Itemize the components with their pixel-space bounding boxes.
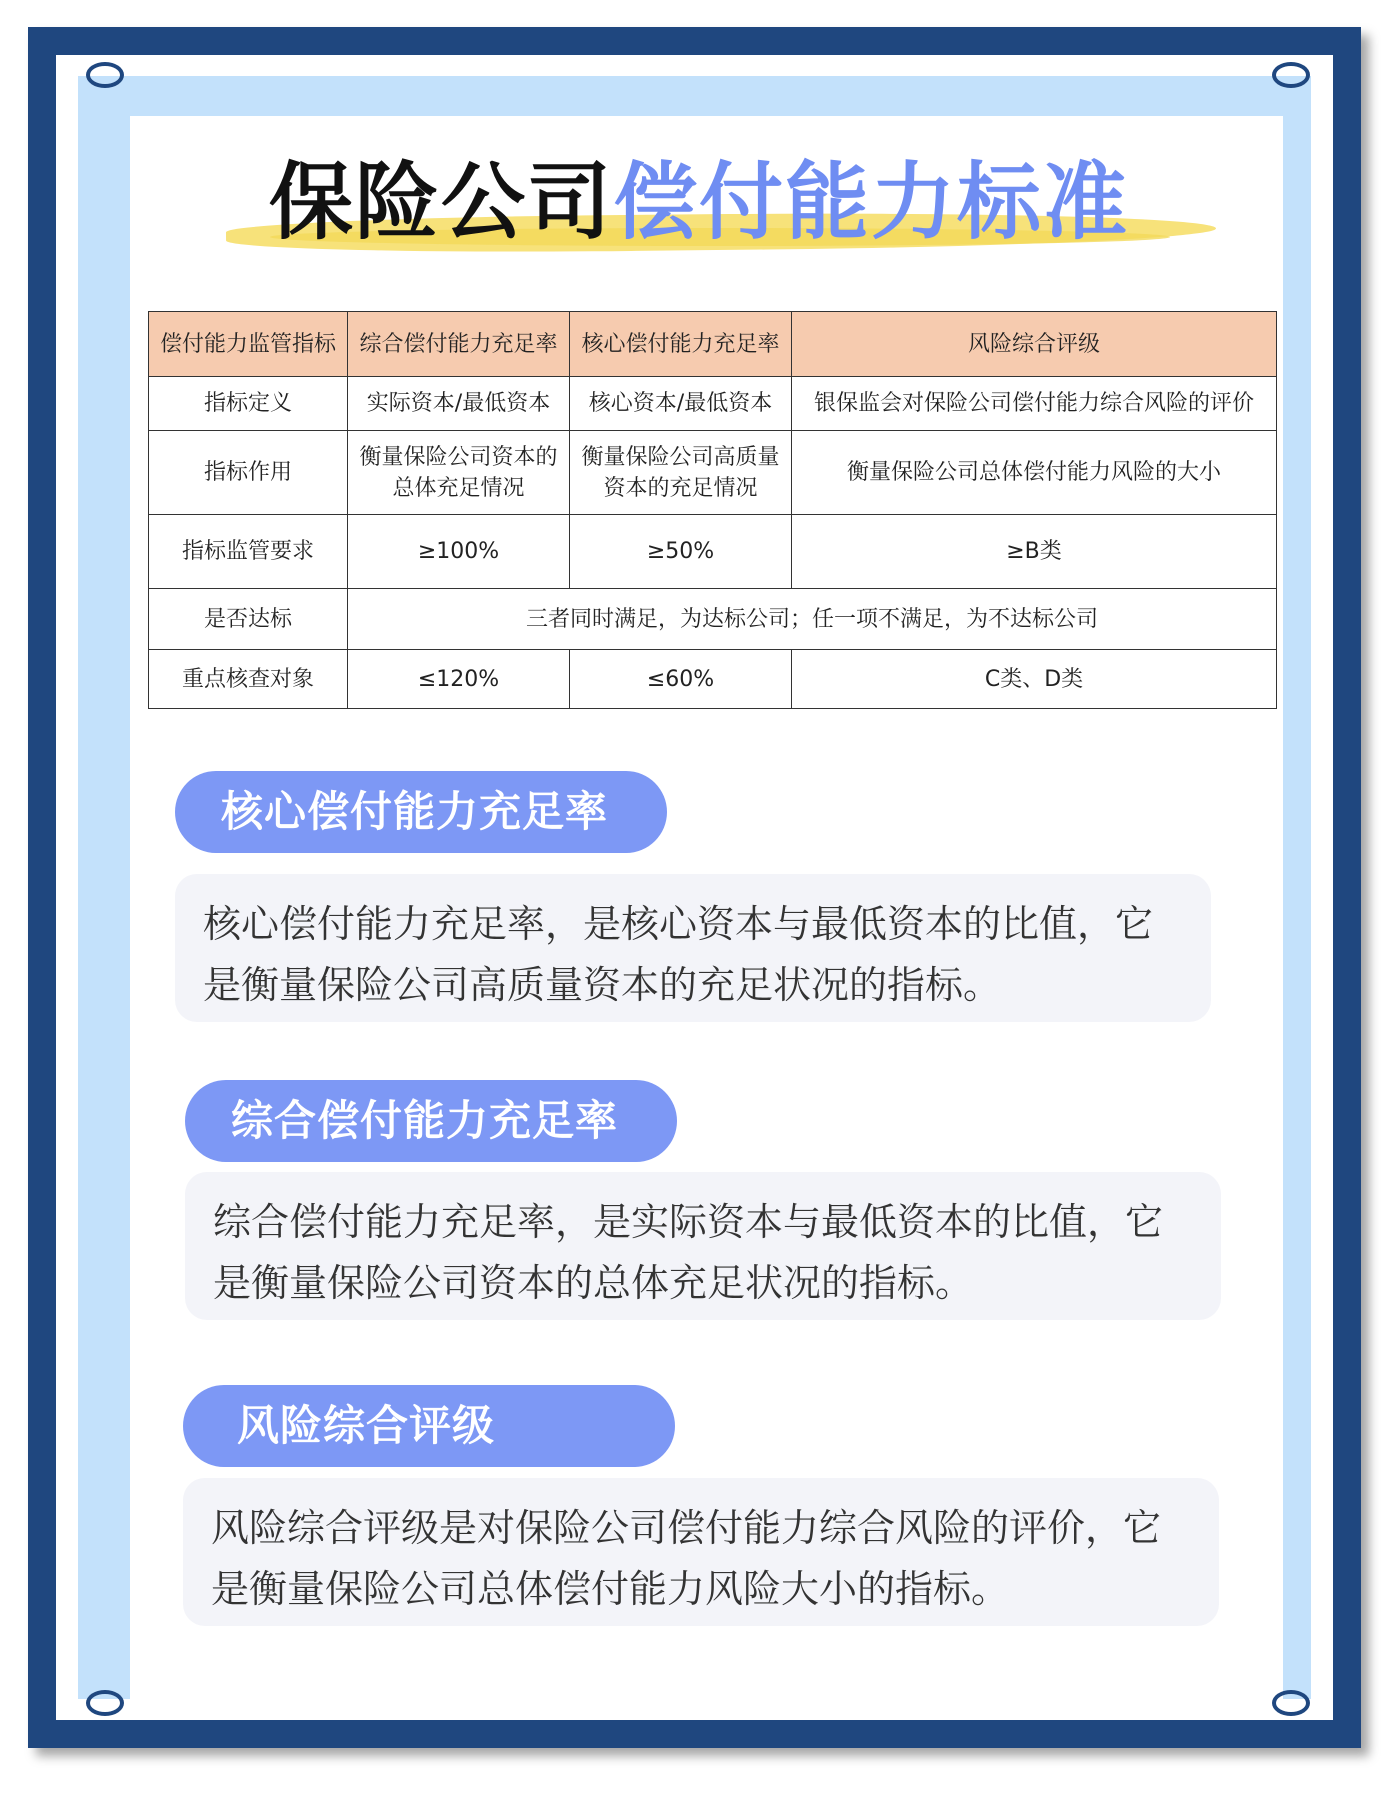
- row-label: 是否达标: [149, 589, 348, 650]
- table-cell: ≥100%: [348, 515, 570, 589]
- table-cell: ≥B类: [792, 515, 1277, 589]
- binder-ring-icon: [1272, 1690, 1310, 1716]
- table-header-cell: 综合偿付能力充足率: [348, 312, 570, 377]
- table-row: [149, 515, 1277, 589]
- section-body-comprehensive-solvency: [185, 1172, 1221, 1320]
- table-header-cell: 核心偿付能力充足率: [570, 312, 792, 377]
- section-heading-text: 综合偿付能力充足率: [231, 1096, 619, 1145]
- binder-ring-icon: [86, 1690, 124, 1716]
- table-header-cell: 偿付能力监管指标: [149, 312, 348, 377]
- table-cell: ≤120%: [348, 650, 570, 709]
- binder-ring-icon: [86, 62, 124, 88]
- row-label: 重点核查对象: [149, 650, 348, 709]
- table-header-cell: 风险综合评级: [792, 312, 1277, 377]
- row-label: 指标监管要求: [149, 515, 348, 589]
- section-heading-text: 风险综合评级: [237, 1401, 496, 1450]
- section-body-text: 风险综合评级是对保险公司偿付能力综合风险的评价，它是衡量保险公司总体偿付能力风险大小的指标。: [211, 1506, 1162, 1611]
- table-row: [149, 431, 1277, 515]
- section-body-core-solvency: [175, 874, 1211, 1022]
- table-cell: ≥50%: [570, 515, 792, 589]
- table-cell: 实际资本/最低资本: [348, 377, 570, 431]
- table-row: [149, 377, 1277, 431]
- table-row: [149, 589, 1277, 650]
- title-part-dark: 保险公司: [268, 153, 613, 251]
- table-cell: 衡量保险公司总体偿付能力风险的大小: [792, 431, 1277, 515]
- row-label: 指标作用: [149, 431, 348, 515]
- table-cell: 银保监会对保险公司偿付能力综合风险的评价: [792, 377, 1277, 431]
- solvency-standards-table: [148, 311, 1277, 709]
- table-merged-cell: 三者同时满足，为达标公司；任一项不满足，为不达标公司: [348, 589, 1277, 650]
- table-cell: 核心资本/最低资本: [570, 377, 792, 431]
- section-heading-text: 核心偿付能力充足率: [221, 787, 609, 836]
- section-heading-comprehensive-solvency: [185, 1080, 677, 1162]
- table-cell: ≤60%: [570, 650, 792, 709]
- table-cell: C类、D类: [792, 650, 1277, 709]
- section-heading-core-solvency: [175, 771, 667, 853]
- title-part-blue: 偿付能力标准: [613, 153, 1130, 251]
- row-label: 指标定义: [149, 377, 348, 431]
- section-body-risk-rating: [183, 1478, 1219, 1626]
- table-row: [149, 650, 1277, 709]
- section-heading-risk-rating: [183, 1385, 675, 1467]
- table-cell: 衡量保险公司资本的总体充足情况: [348, 431, 570, 515]
- page-title: [0, 135, 1398, 256]
- section-body-text: 核心偿付能力充足率，是核心资本与最低资本的比值，它是衡量保险公司高质量资本的充足状况的指标。: [203, 902, 1154, 1007]
- table-cell: 衡量保险公司高质量资本的充足情况: [570, 431, 792, 515]
- table-header-row: [149, 312, 1277, 377]
- binder-ring-icon: [1272, 62, 1310, 88]
- section-body-text: 综合偿付能力充足率，是实际资本与最低资本的比值，它是衡量保险公司资本的总体充足状况的指标。: [213, 1200, 1164, 1305]
